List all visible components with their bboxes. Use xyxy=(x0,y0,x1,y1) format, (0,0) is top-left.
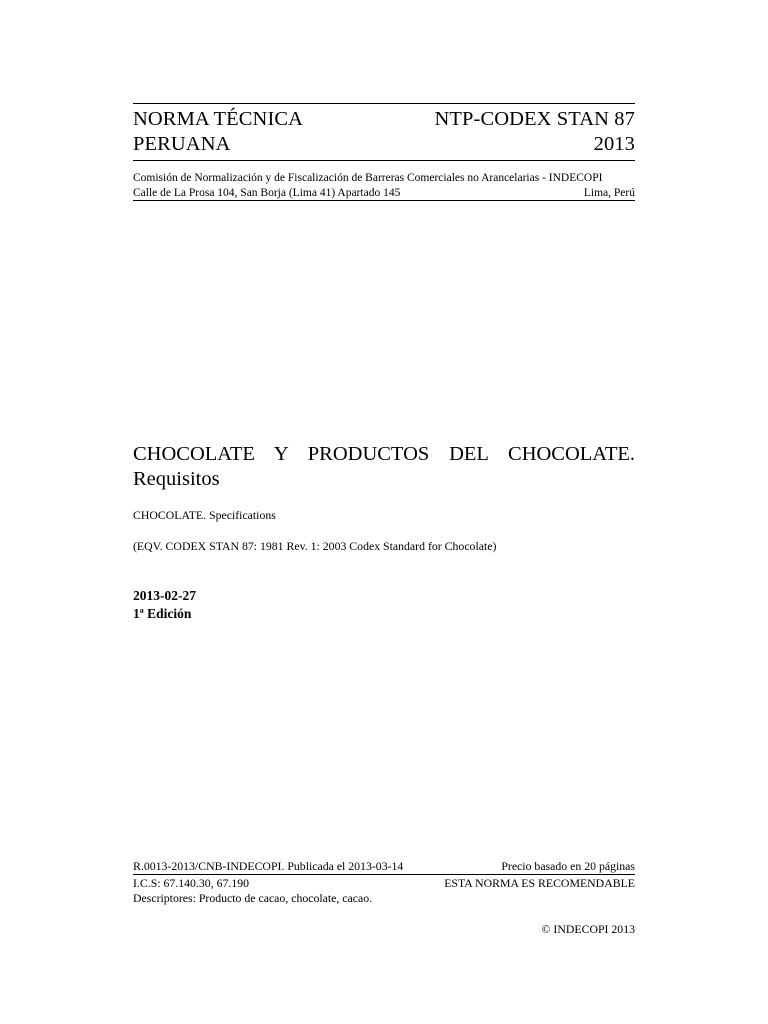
approval-date: 2013-02-27 xyxy=(133,588,196,603)
document-subtitle: Requisitos xyxy=(133,468,220,490)
header-norma-label: NORMA TÉCNICA xyxy=(133,108,304,130)
institution-name: Comisión de Normalización y de Fiscalización de Barreras Comerciales no Arancelarias - INDECOPI xyxy=(133,172,603,184)
price-text: Precio basado en 20 páginas xyxy=(501,859,635,873)
header-rule xyxy=(133,160,635,161)
header-row-1 xyxy=(133,106,635,132)
header-year: 2013 xyxy=(593,133,635,155)
footer-row-2 xyxy=(133,876,635,891)
footer-row-1 xyxy=(133,859,635,874)
edition-label: 1ª Edición xyxy=(133,606,192,621)
institution-address-row xyxy=(133,187,635,200)
english-title: CHOCOLATE. Specifications xyxy=(133,508,276,522)
institution-rule xyxy=(133,200,635,201)
equivalence-note: (EQV. CODEX STAN 87: 1981 Rev. 1: 2003 Codex Standard for Chocolate) xyxy=(133,539,497,553)
copyright-text: © INDECOPI 2013 xyxy=(541,922,635,936)
header-standard-code: NTP-CODEX STAN 87 xyxy=(434,108,635,130)
recommendation-text: ESTA NORMA ES RECOMENDABLE xyxy=(444,876,635,890)
header-country-label: PERUANA xyxy=(133,133,231,155)
top-rule xyxy=(133,103,635,104)
institution-address: Calle de La Prosa 104, San Borja (Lima 41) Apartado 145 xyxy=(133,187,401,199)
institution-city: Lima, Perú xyxy=(583,187,635,199)
descriptors-text: Descriptores: Producto de cacao, chocolate, cacao. xyxy=(133,891,373,905)
header-row-2 xyxy=(133,131,635,157)
document-title: CHOCOLATE Y PRODUCTOS DEL CHOCOLATE. xyxy=(133,443,635,465)
ics-text: I.C.S: 67.140.30, 67.190 xyxy=(133,876,250,890)
resolution-text: R.0013-2013/CNB-INDECOPI. Publicada el 2013-03-14 xyxy=(133,859,404,873)
footer-rule xyxy=(133,874,635,875)
institution-name-row xyxy=(133,172,635,185)
